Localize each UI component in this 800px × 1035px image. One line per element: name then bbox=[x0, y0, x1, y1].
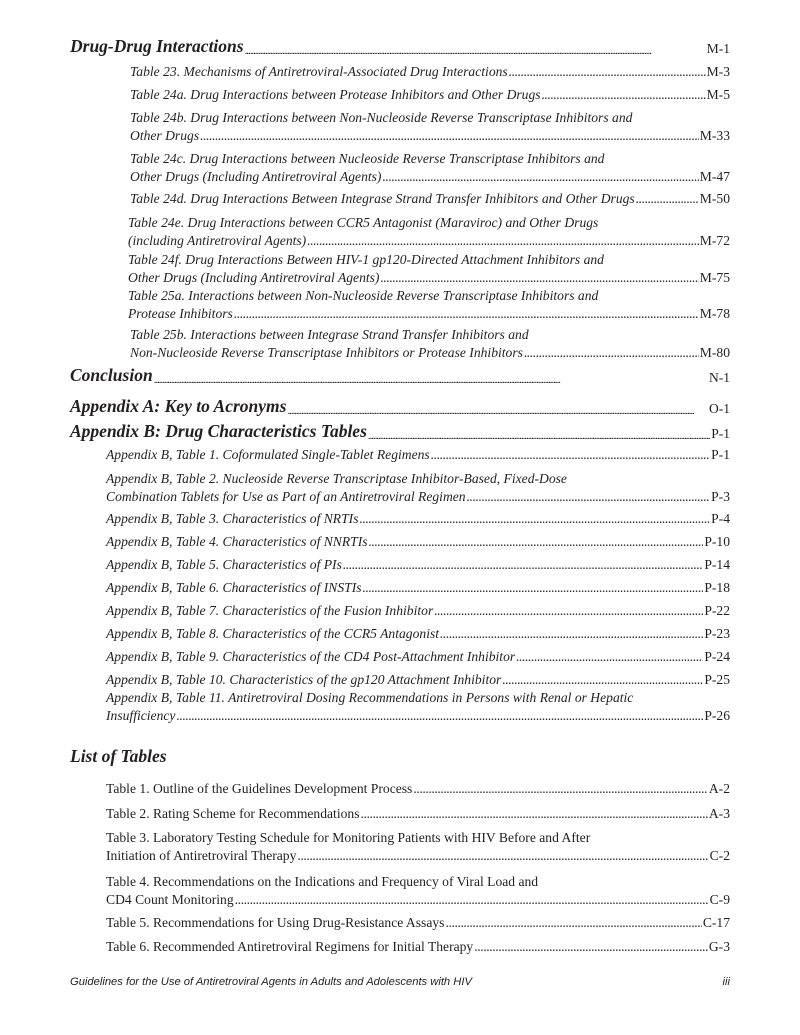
toc-entry-title-line1: Table 24f. Drug Interactions Between HIV-1 gp120-Directed Attachment Inhibitors and bbox=[128, 252, 604, 267]
toc-page-number: O-1 bbox=[709, 401, 730, 416]
toc-entry-appendix-b-table-5[interactable] bbox=[106, 556, 730, 574]
list-of-tables-heading: List of Tables bbox=[70, 746, 167, 766]
lot-entry-table-6[interactable] bbox=[106, 938, 730, 956]
toc-page-number: C-17 bbox=[702, 915, 730, 930]
toc-entry-title-line2: CD4 Count Monitoring bbox=[106, 892, 234, 907]
toc-entry-title-line1: Table 3. Laboratory Testing Schedule for Monitoring Patients with HIV Before and After bbox=[106, 830, 591, 845]
toc-entry-title: Table 5. Recommendations for Using Drug-Resistance Assays bbox=[106, 915, 445, 930]
toc-page-number: G-3 bbox=[708, 939, 730, 954]
dot-leader bbox=[200, 127, 699, 145]
toc-page-number: M-50 bbox=[699, 191, 730, 206]
toc-page-number: M-33 bbox=[699, 128, 730, 143]
toc-entry-table-24c[interactable] bbox=[130, 150, 730, 186]
toc-entry-title-line2: (including Antiretroviral Agents) bbox=[128, 233, 307, 248]
dot-leader bbox=[235, 891, 709, 909]
toc-entry-appendix-b-table-7[interactable] bbox=[106, 602, 730, 620]
dot-leader bbox=[542, 86, 706, 104]
dot-leader bbox=[343, 556, 703, 574]
dot-leader bbox=[509, 63, 706, 81]
toc-entry-title: Table 24a. Drug Interactions between Protease Inhibitors and Other Drugs bbox=[130, 87, 541, 102]
toc-entry-appendix-b-table-8[interactable] bbox=[106, 625, 730, 643]
toc-entry-title-line2: Other Drugs (Including Antiretroviral Agents) bbox=[128, 270, 380, 285]
toc-entry-title-line1: Table 25a. Interactions between Non-Nucleoside Reverse Transcriptase Inhibitors and bbox=[128, 288, 599, 303]
toc-page-number: A-2 bbox=[708, 781, 730, 796]
dot-leader bbox=[445, 914, 701, 932]
lot-entry-table-2[interactable] bbox=[106, 805, 730, 823]
lot-entry-table-5[interactable] bbox=[106, 914, 730, 932]
toc-entry-title: Conclusion bbox=[70, 365, 153, 385]
toc-page-number: M-1 bbox=[706, 41, 730, 56]
dot-leader bbox=[467, 488, 711, 506]
dot-leader bbox=[154, 374, 708, 386]
toc-entry-appendix-b-table-1[interactable] bbox=[106, 446, 730, 464]
toc-entry-title: Appendix B, Table 5. Characteristics of PIs bbox=[106, 557, 342, 572]
dot-leader bbox=[380, 269, 698, 287]
dot-leader bbox=[368, 430, 710, 442]
toc-entry-title-line2: Combination Tablets for Use as Part of an Antiretroviral Regimen bbox=[106, 489, 466, 504]
toc-entry-title: Appendix B: Drug Characteristics Tables bbox=[70, 421, 367, 441]
toc-entry-appendix-a[interactable] bbox=[70, 396, 730, 417]
toc-entry-title-line1: Table 24c. Drug Interactions between Nucleoside Reverse Transcriptase Inhibitors and bbox=[130, 151, 605, 166]
toc-entry-table-24b[interactable] bbox=[130, 109, 730, 145]
toc-entry-title-line2: Initiation of Antiretroviral Therapy bbox=[106, 848, 297, 863]
dot-leader bbox=[474, 938, 708, 956]
toc-page-number: M-72 bbox=[699, 233, 730, 248]
toc-page-number: P-10 bbox=[704, 534, 730, 549]
toc-page-number: P-26 bbox=[704, 708, 730, 723]
toc-entry-title: Appendix A: Key to Acronyms bbox=[70, 396, 287, 416]
toc-entry-table-24a[interactable] bbox=[130, 86, 730, 104]
toc-entry-title-line2: Other Drugs (Including Antiretroviral Agents) bbox=[130, 169, 382, 184]
toc-entry-title: Appendix B, Table 9. Characteristics of the CD4 Post-Attachment Inhibitor bbox=[106, 649, 516, 664]
toc-entry-table-25b[interactable] bbox=[130, 326, 730, 362]
toc-entry-title-line1: Appendix B, Table 11. Antiretroviral Dosing Recommendations in Persons with Renal or Hepatic bbox=[106, 690, 634, 705]
toc-entry-title-line1: Table 25b. Interactions between Integrase Strand Transfer Inhibitors and bbox=[130, 327, 529, 342]
footer-document-title: Guidelines for the Use of Antiretroviral Agents in Adults and Adolescents with HIV bbox=[70, 976, 472, 988]
dot-leader bbox=[361, 805, 708, 823]
dot-leader bbox=[176, 707, 703, 725]
toc-entry-title-line2: Insufficiency bbox=[106, 708, 176, 723]
toc-entry-title: Table 1. Outline of the Guidelines Development Process bbox=[106, 781, 413, 796]
toc-page-number: N-1 bbox=[709, 370, 730, 385]
toc-entry-appendix-b-table-4[interactable] bbox=[106, 533, 730, 551]
toc-page-number: P-1 bbox=[711, 447, 730, 462]
toc-page-number: M-78 bbox=[699, 306, 730, 321]
toc-page-number: M-5 bbox=[706, 87, 730, 102]
toc-entry-title: Appendix B, Table 6. Characteristics of INSTIs bbox=[106, 580, 362, 595]
toc-entry-table-23[interactable] bbox=[130, 63, 730, 81]
toc-page-number: M-75 bbox=[699, 270, 730, 285]
dot-leader bbox=[297, 847, 708, 865]
toc-page-number: P-14 bbox=[704, 557, 730, 572]
toc-page-number: C-9 bbox=[709, 892, 730, 907]
toc-page-number: M-3 bbox=[706, 64, 730, 79]
lot-entry-table-4[interactable] bbox=[106, 873, 730, 909]
toc-entry-title: Table 24d. Drug Interactions Between Integrase Strand Transfer Inhibitors and Other Drugs bbox=[130, 191, 635, 206]
dot-leader bbox=[636, 190, 699, 208]
toc-entry-table-24d[interactable] bbox=[130, 190, 730, 208]
dot-leader bbox=[307, 232, 699, 250]
lot-entry-table-3[interactable] bbox=[106, 829, 730, 865]
dot-leader bbox=[287, 405, 708, 417]
dot-leader bbox=[363, 579, 704, 597]
toc-page-number: P-1 bbox=[711, 426, 730, 441]
toc-entry-table-24f[interactable] bbox=[128, 251, 730, 287]
toc-entry-title: Appendix B, Table 10. Characteristics of the gp120 Attachment Inhibitor bbox=[106, 672, 502, 687]
lot-entry-table-1[interactable] bbox=[106, 780, 730, 798]
toc-page-number: P-23 bbox=[704, 626, 730, 641]
toc-entry-title-line1: Table 24b. Drug Interactions between Non-Nucleoside Reverse Transcriptase Inhibitors and bbox=[130, 110, 633, 125]
toc-page-number: P-18 bbox=[704, 580, 730, 595]
dot-leader bbox=[413, 780, 708, 798]
toc-entry-title-line2: Other Drugs bbox=[130, 128, 200, 143]
dot-leader bbox=[245, 45, 706, 57]
toc-entry-title-line1: Appendix B, Table 2. Nucleoside Reverse Transcriptase Inhibitor-Based, Fixed-Dose bbox=[106, 471, 567, 486]
dot-leader bbox=[360, 510, 711, 528]
dot-leader bbox=[382, 168, 698, 186]
toc-entry-title: Appendix B, Table 3. Characteristics of NRTIs bbox=[106, 511, 359, 526]
dot-leader bbox=[431, 446, 710, 464]
toc-entry-title: Table 2. Rating Scheme for Recommendations bbox=[106, 806, 360, 821]
toc-entry-appendix-b-table-10[interactable] bbox=[106, 671, 730, 689]
dot-leader bbox=[502, 671, 703, 689]
dot-leader bbox=[524, 344, 699, 362]
toc-entry-title-line2: Non-Nucleoside Reverse Transcriptase Inhibitors or Protease Inhibitors bbox=[130, 345, 523, 360]
toc-entry-drug-drug-interactions[interactable] bbox=[70, 36, 730, 57]
toc-entry-appendix-b-table-9[interactable] bbox=[106, 648, 730, 666]
dot-leader bbox=[434, 602, 703, 620]
toc-entry-title-line1: Table 4. Recommendations on the Indications and Frequency of Viral Load and bbox=[106, 874, 539, 889]
toc-page-number: M-80 bbox=[699, 345, 730, 360]
dot-leader bbox=[369, 533, 704, 551]
toc-page-number: A-3 bbox=[708, 806, 730, 821]
toc-entry-table-24e[interactable] bbox=[128, 214, 730, 250]
toc-page-number: P-25 bbox=[704, 672, 730, 687]
toc-page-number: P-3 bbox=[711, 489, 730, 504]
footer-page-number: iii bbox=[722, 976, 730, 988]
toc-entry-appendix-b-table-6[interactable] bbox=[106, 579, 730, 597]
toc-entry-title: Appendix B, Table 7. Characteristics of the Fusion Inhibitor bbox=[106, 603, 434, 618]
toc-page-number: P-4 bbox=[711, 511, 730, 526]
dot-leader bbox=[516, 648, 703, 666]
toc-entry-title: Appendix B, Table 4. Characteristics of NNRTIs bbox=[106, 534, 368, 549]
toc-entry-title: Table 23. Mechanisms of Antiretroviral-Associated Drug Interactions bbox=[130, 64, 508, 79]
toc-page-number: C-2 bbox=[709, 848, 730, 863]
toc-entry-appendix-b[interactable] bbox=[70, 421, 730, 442]
toc-entry-title: Appendix B, Table 8. Characteristics of the CCR5 Antagonist bbox=[106, 626, 440, 641]
toc-entry-title-line2: Protease Inhibitors bbox=[128, 306, 233, 321]
toc-entry-title-line1: Table 24e. Drug Interactions between CCR5 Antagonist (Maraviroc) and Other Drugs bbox=[128, 215, 599, 230]
toc-entry-title: Appendix B, Table 1. Coformulated Single-Tablet Regimens bbox=[106, 447, 430, 462]
dot-leader bbox=[440, 625, 703, 643]
toc-entry-appendix-b-table-11[interactable] bbox=[106, 689, 730, 725]
toc-page-number: P-22 bbox=[704, 603, 730, 618]
toc-entry-title: Drug-Drug Interactions bbox=[70, 36, 244, 56]
dot-leader bbox=[234, 305, 699, 323]
toc-entry-appendix-b-table-3[interactable] bbox=[106, 510, 730, 528]
toc-entry-appendix-b-table-2[interactable] bbox=[106, 470, 730, 506]
toc-entry-conclusion[interactable] bbox=[70, 365, 730, 386]
toc-entry-title: Table 6. Recommended Antiretroviral Regimens for Initial Therapy bbox=[106, 939, 474, 954]
toc-page-number: P-24 bbox=[704, 649, 730, 664]
toc-entry-table-25a[interactable] bbox=[128, 287, 730, 323]
toc-page-number: M-47 bbox=[699, 169, 730, 184]
